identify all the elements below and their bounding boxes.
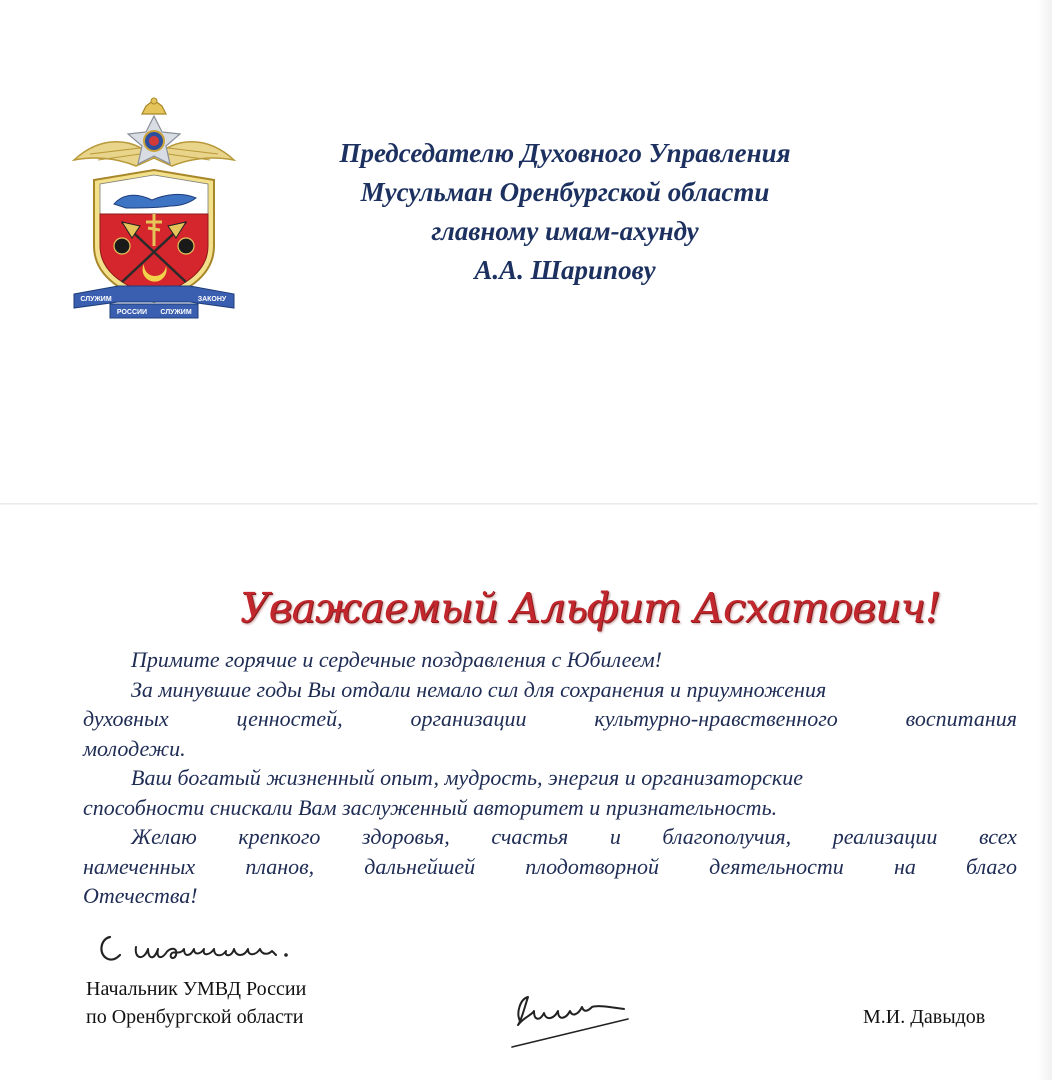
paragraph-3-line-1: Ваш богатый жизненный опыт, мудрость, энергия и организаторские (131, 765, 803, 790)
ribbon-text-right: ЗАКОНУ (197, 296, 227, 303)
word: намеченных (83, 853, 196, 879)
greeting-heading: Уважаемый Альфит Асхатович! (240, 584, 941, 632)
ribbon-text-center-left: РОССИИ (116, 309, 148, 316)
word: планов, (245, 853, 315, 879)
ribbon-text-left: СЛУЖИМ (80, 296, 112, 303)
paragraph-3-line-2: способности снискали Вам заслуженный авторитет и признательность. (83, 794, 778, 820)
signature (498, 985, 638, 1055)
word: воспитания (905, 706, 1017, 731)
letter-body (83, 645, 1017, 911)
paragraph-4-line-1 (83, 822, 1017, 852)
word: реализации (832, 824, 938, 849)
handwritten-closing (96, 925, 316, 975)
paragraph-1: Примите горячие и сердечные поздравления с Юбилеем! (131, 647, 663, 672)
addressee-block (270, 134, 860, 290)
police-emblem (70, 96, 238, 320)
paragraph-2-line-3: молодежи. (83, 735, 186, 761)
addressee-line-3: главному имам-ахунду (431, 216, 699, 246)
addressee-line-4: А.А. Шарипову (474, 255, 656, 285)
signer-name: М.И. Давыдов (863, 1006, 986, 1028)
word: культурно-нравственного (594, 706, 838, 731)
signer-title (86, 975, 306, 1031)
word: всех (978, 824, 1017, 849)
word: ценностей, (236, 706, 343, 731)
word: и (609, 824, 621, 849)
word: счастья (491, 824, 569, 849)
word: Желаю (131, 824, 197, 849)
word: организации (410, 706, 527, 731)
addressee-line-1: Председателю Духовного Управления (339, 138, 791, 168)
word: на (893, 853, 916, 879)
word: благополучия, (662, 824, 792, 849)
paragraph-2-line-2 (83, 704, 1017, 734)
scan-edge (1038, 0, 1052, 1080)
word: плодотворной (525, 853, 659, 879)
word: крепкого (238, 824, 321, 849)
word: благо (966, 853, 1017, 879)
word: здоровья, (362, 824, 450, 849)
paragraph-2-line-1: За минувшие годы Вы отдали немало сил для сохранения и приумножения (131, 676, 827, 702)
signer-title-line-2: по Оренбургской области (86, 1006, 304, 1028)
paragraph-4-line-3: Отечества! (83, 883, 198, 908)
addressee-line-2: Мусульман Оренбургской области (360, 177, 770, 207)
signer-title-line-1: Начальник УМВД России (86, 978, 307, 1000)
word: духовных (83, 706, 169, 731)
ribbon-text-center-right: СЛУЖИМ (160, 309, 192, 316)
word: деятельности (709, 853, 844, 879)
word: дальнейшей (364, 853, 476, 879)
paper-fold-line (0, 503, 1052, 505)
paragraph-4-line-2 (83, 852, 1017, 882)
